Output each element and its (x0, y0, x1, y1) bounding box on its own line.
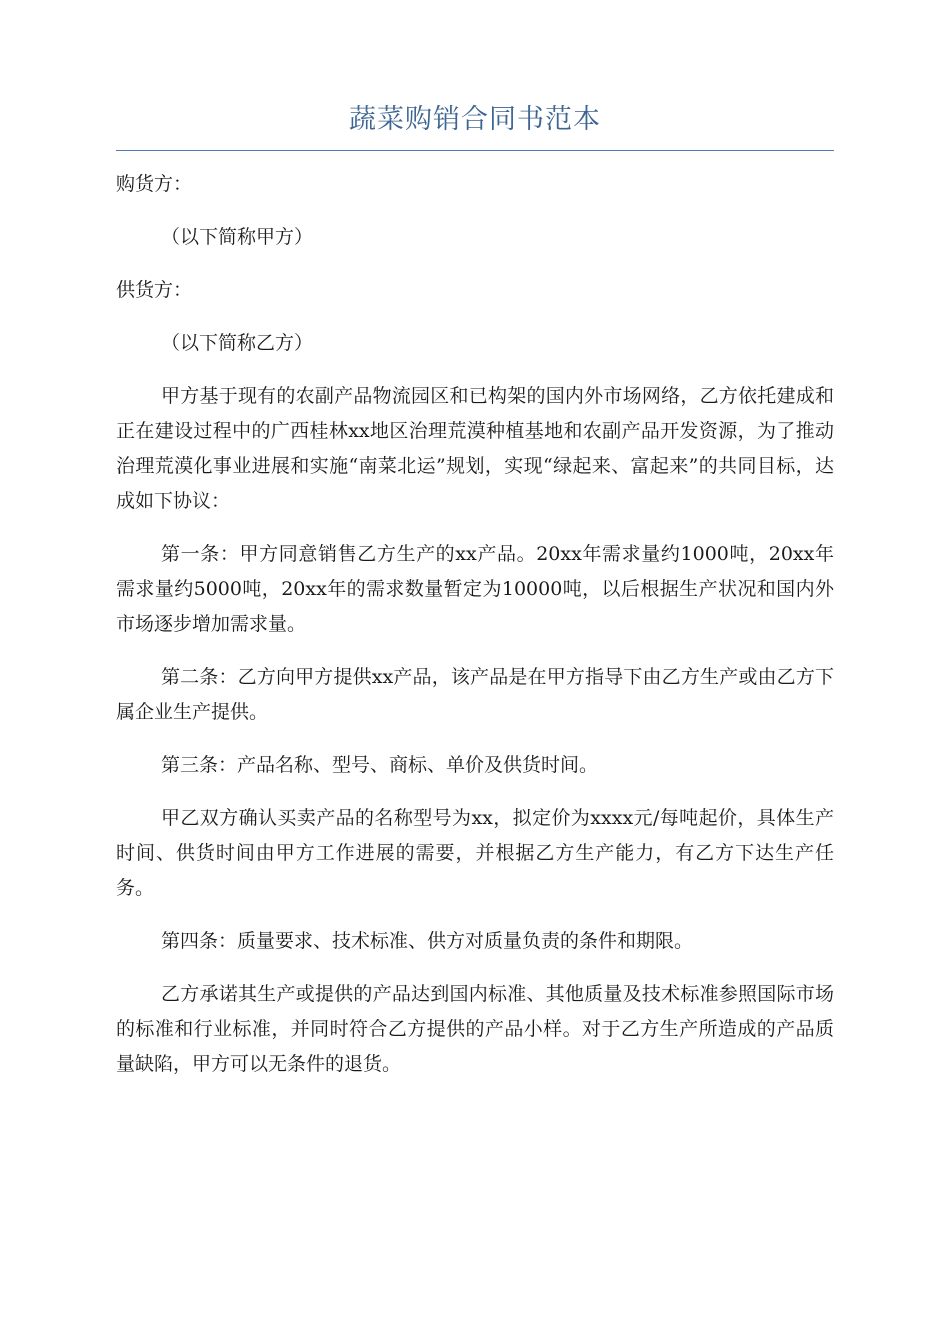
paragraph-buyer-note: （以下简称甲方） (161, 226, 314, 248)
paragraph-article-1: 第一条：甲方同意销售乙方生产的xx产品。20xx年需求量约1000吨，20xx年需求量约5000吨，20xx年的需求数量暂定为10000吨，以后根据生产状况和国内外市场逐步增加需求量。 (116, 543, 834, 635)
paragraph-supplier: 供货方： (116, 279, 193, 301)
paragraph-preamble: 甲方基于现有的农副产品物流园区和已构架的国内外市场网络，乙方依托建成和正在建设过程中的广西桂林xx地区治理荒漠种植基地和农副产品开发资源，为了推动治理荒漠化事业进展和实施“南菜北运”规划，实现“绿起来、富起来”的共同目标，达成如下协议： (116, 385, 834, 512)
paragraph-supplier-note: （以下简称乙方） (161, 332, 314, 354)
paragraph-article-3: 第三条：产品名称、型号、商标、单价及供货时间。 (161, 754, 599, 776)
document-page (116, 100, 834, 1100)
paragraph-article-3-detail: 甲乙双方确认买卖产品的名称型号为xx，拟定价为xxxx元/每吨起价，具体生产时间、供货时间由甲方工作进展的需要，并根据乙方生产能力，有乙方下达生产任务。 (116, 807, 834, 899)
paragraph-article-4-detail: 乙方承诺其生产或提供的产品达到国内标准、其他质量及技术标准参照国际市场的标准和行业标准，并同时符合乙方提供的产品小样。对于乙方生产所造成的产品质量缺陷，甲方可以无条件的退货。 (116, 983, 834, 1075)
paragraph-article-4: 第四条：质量要求、技术标准、供方对质量负责的条件和期限。 (161, 930, 694, 952)
paragraph-buyer: 购货方： (116, 173, 193, 195)
document-title: 蔬菜购销合同书范本 (116, 100, 834, 151)
paragraph-article-2: 第二条：乙方向甲方提供xx产品，该产品是在甲方指导下由乙方生产或由乙方下属企业生产提供。 (116, 666, 834, 723)
document-body (116, 167, 834, 1082)
